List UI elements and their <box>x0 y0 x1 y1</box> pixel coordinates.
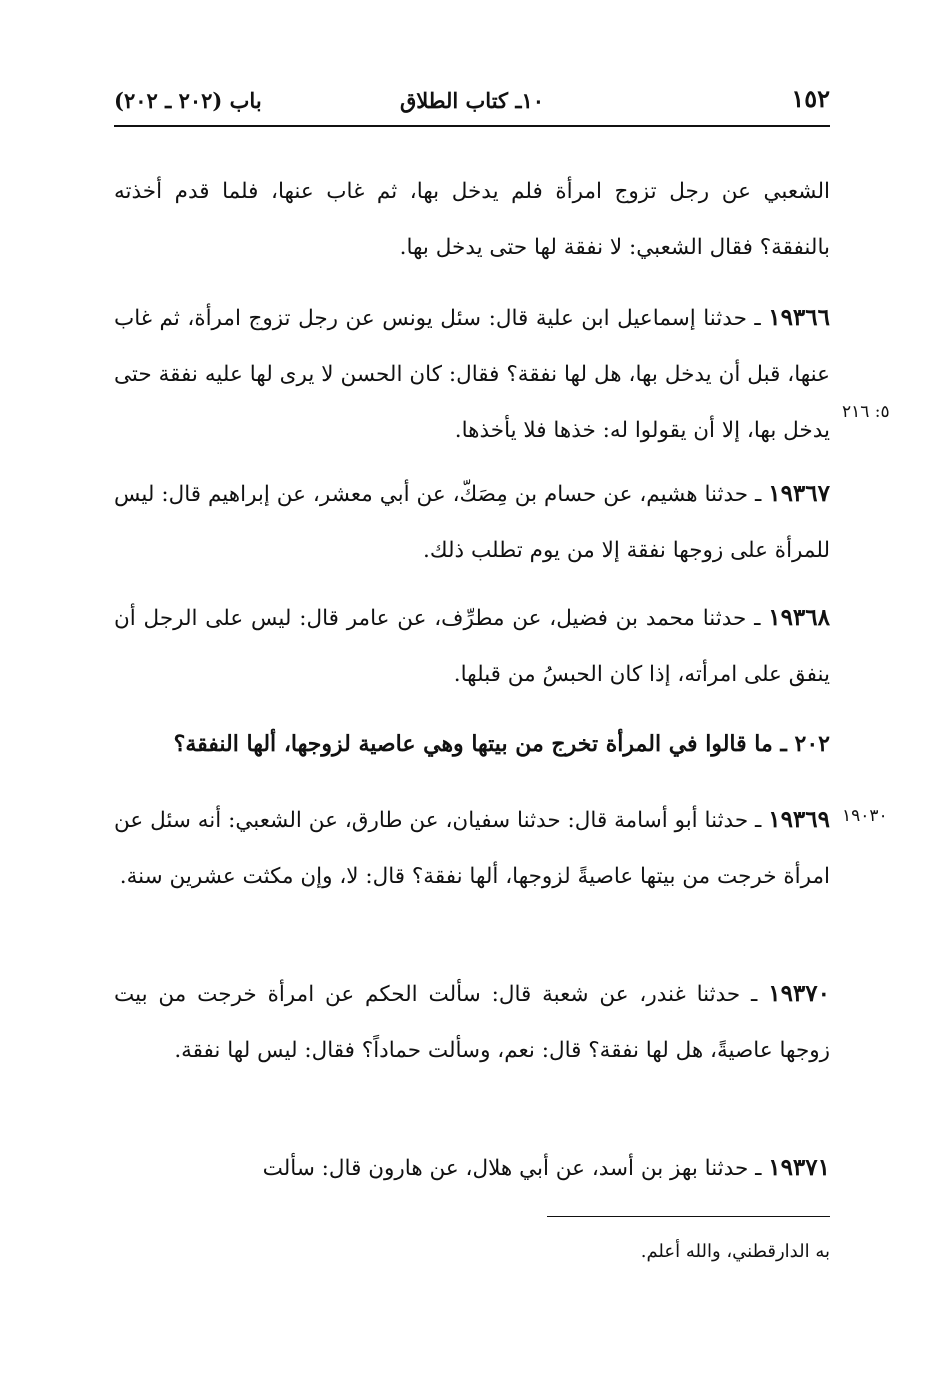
hadith-19369 <box>114 792 830 905</box>
footnote: به الدارقطني، والله أعلم. <box>640 1241 830 1262</box>
book-title: ١٠ـ كتاب الطلاق <box>399 88 545 113</box>
hadith-text: ـ حدثنا محمد بن فضيل، عن مطرِّف، عن عامر قال: ليس على الرجل أن ينفق على امرأته، إذا كان الحبسُ من قبلها. <box>114 606 830 687</box>
margin-reference: ٥: ٢١٦ <box>842 402 890 422</box>
hadith-text: ـ حدثنا أبو أسامة قال: حدثنا سفيان، عن طارق، عن الشعبي: أنه سئل عن امرأة خرجت من بيتها عاصيةً لزوجها، ألها نفقة؟ قال: لا، وإن مكثت عشرين سنة. <box>114 808 830 889</box>
header-divider <box>114 125 830 127</box>
page-number: ١٥٢ <box>791 84 830 113</box>
hadith-number: ١٩٣٦٩ <box>768 806 830 833</box>
hadith-text: ـ حدثنا غندر، عن شعبة قال: سألت الحكم عن امرأة خرجت من بيت زوجها عاصيةً، هل لها نفقة؟ قال: نعم، وسألت حماداً؟ فقال: ليس لها نفقة. <box>114 982 830 1063</box>
hadith-19371 <box>114 1140 830 1197</box>
paragraph-continuation <box>114 164 830 276</box>
hadith-19366 <box>114 290 830 459</box>
hadith-number: ١٩٣٦٨ <box>768 604 830 631</box>
footnote-divider <box>547 1216 830 1217</box>
hadith-text: ـ حدثنا إسماعيل ابن علية قال: سئل يونس عن رجل تزوج امرأة، ثم غاب عنها، قبل أن يدخل بها، هل لها نفقة؟ فقال: كان الحسن لا يرى لها عليه نفقة حتى يدخل بها، إلا أن يقولوا له: خذها فلا يأخذها. <box>114 306 830 443</box>
paragraph-text: الشعبي عن رجل تزوج امرأة فلم يدخل بها، ثم غاب عنها، فلما قدم أخذته بالنفقة؟ فقال الشعبي: لا نفقة لها حتى يدخل بها. <box>114 179 830 260</box>
hadith-number: ١٩٣٦٧ <box>768 480 830 507</box>
hadith-19368 <box>114 590 830 703</box>
hadith-text: ـ حدثنا هشيم، عن حسام بن مِصَكّ، عن أبي معشر، عن إبراهيم قال: ليس للمرأة على زوجها نفقة إلا من يوم تطلب ذلك. <box>114 482 830 563</box>
chapter-range: باب (٢٠٢ ـ ٢٠٢) <box>114 88 262 113</box>
hadith-19370 <box>114 966 830 1079</box>
hadith-number: ١٩٣٧٠ <box>768 980 830 1007</box>
hadith-number: ١٩٣٧١ <box>768 1154 830 1181</box>
hadith-number: ١٩٣٦٦ <box>768 304 830 331</box>
page-header <box>114 84 830 124</box>
hadith-text: ـ حدثنا بهز بن أسد، عن أبي هلال، عن هارون قال: سألت <box>262 1156 769 1181</box>
chapter-heading: ٢٠٢ ـ ما قالوا في المرأة تخرج من بيتها وهي عاصية لزوجها، ألها النفقة؟ <box>173 731 830 757</box>
margin-reference: ١٩٠٣٠ <box>842 806 888 826</box>
hadith-19367 <box>114 466 830 579</box>
